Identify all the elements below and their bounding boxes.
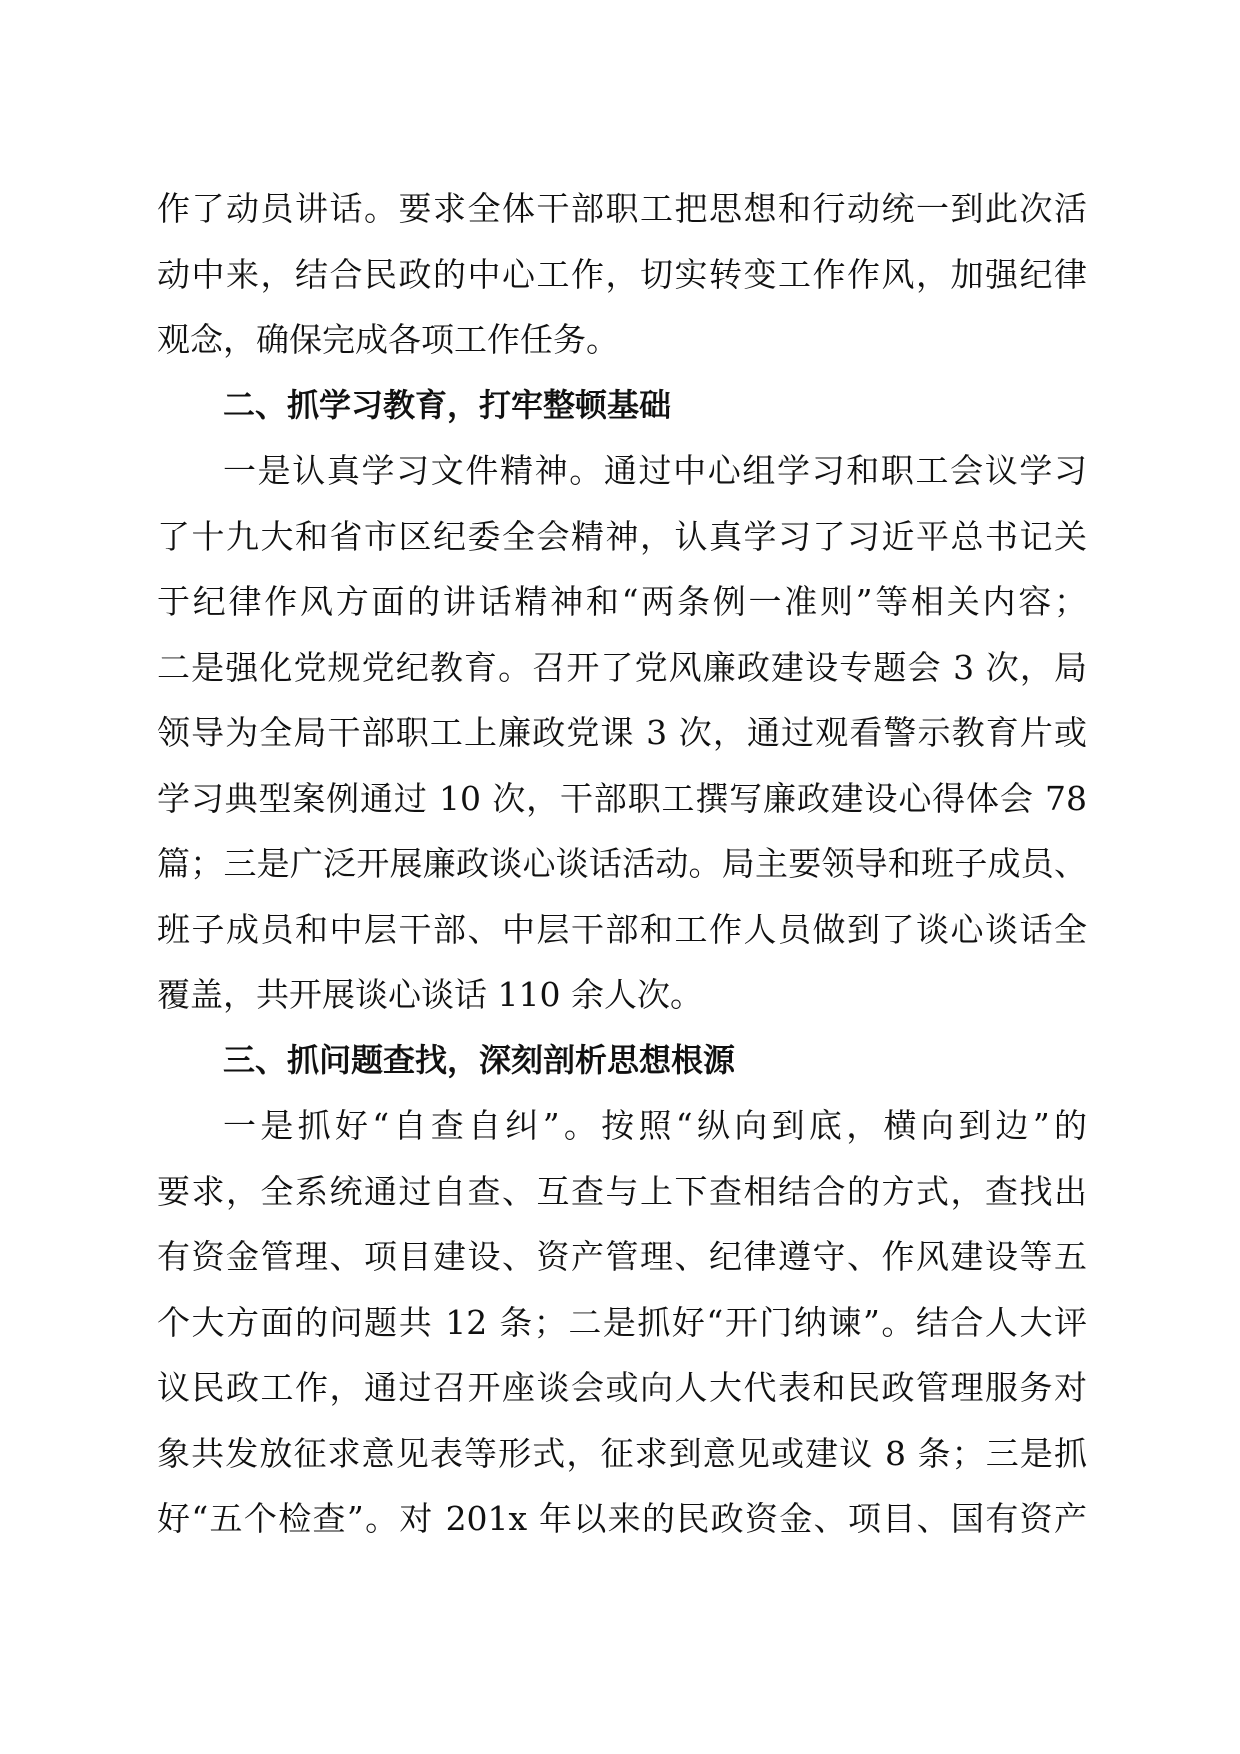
section-heading-2: 二、抓学习教育，打牢整顿基础	[223, 385, 672, 424]
text-line: 要求，全系统通过自查、互查与上下查相结合的方式，查找出	[157, 1171, 1087, 1211]
text-line: 个大方面的问题共 12 条；二是抓好“开门纳谏”。结合人大评	[157, 1302, 1087, 1342]
text-line: 一是抓好“自查自纠”。按照“纵向到底，横向到边”的	[223, 1106, 1087, 1145]
text-line: 象共发放征求意见表等形式，征求到意见或建议 8 条；三是抓	[157, 1433, 1087, 1473]
text-line: 动中来，结合民政的中心工作，切实转变工作作风，加强纪律	[157, 254, 1087, 294]
paragraph-1	[157, 176, 1087, 373]
text-line: 篇；三是广泛开展廉政谈心谈话活动。局主要领导和班子成员、	[157, 844, 1087, 883]
section-heading-3: 三、抓问题查找，深刻剖析思想根源	[223, 1040, 736, 1079]
text-line: 好“五个检查”。对 201x 年以来的民政资金、项目、国有资产	[157, 1499, 1087, 1538]
document-body	[157, 176, 1087, 1552]
paragraph-3	[157, 1093, 1087, 1552]
text-line: 有资金管理、项目建设、资产管理、纪律遵守、作风建设等五	[157, 1237, 1087, 1276]
text-line: 领导为全局干部职工上廉政党课 3 次，通过观看警示教育片或	[157, 713, 1087, 752]
text-line: 班子成员和中层干部、中层干部和工作人员做到了谈心谈话全	[157, 909, 1087, 949]
text-line: 覆盖，共开展谈心谈话 110 余人次。	[157, 975, 703, 1014]
paragraph-2	[157, 438, 1087, 1028]
text-line: 学习典型案例通过 10 次，干部职工撰写廉政建设心得体会 78	[157, 778, 1087, 818]
text-line: 一是认真学习文件精神。通过中心组学习和职工会议学习	[223, 451, 1087, 490]
text-line: 观念，确保完成各项工作任务。	[157, 320, 619, 359]
text-line: 了十九大和省市区纪委全会精神，认真学习了习近平总书记关	[157, 516, 1087, 556]
text-line: 议民政工作，通过召开座谈会或向人大代表和民政管理服务对	[157, 1368, 1087, 1407]
text-line: 于纪律作风方面的讲话精神和“两条例一准则”等相关内容；	[157, 582, 1087, 621]
text-line: 二是强化党规党纪教育。召开了党风廉政建设专题会 3 次，局	[157, 647, 1087, 687]
text-line: 作了动员讲话。要求全体干部职工把思想和行动统一到此次活	[157, 189, 1087, 228]
